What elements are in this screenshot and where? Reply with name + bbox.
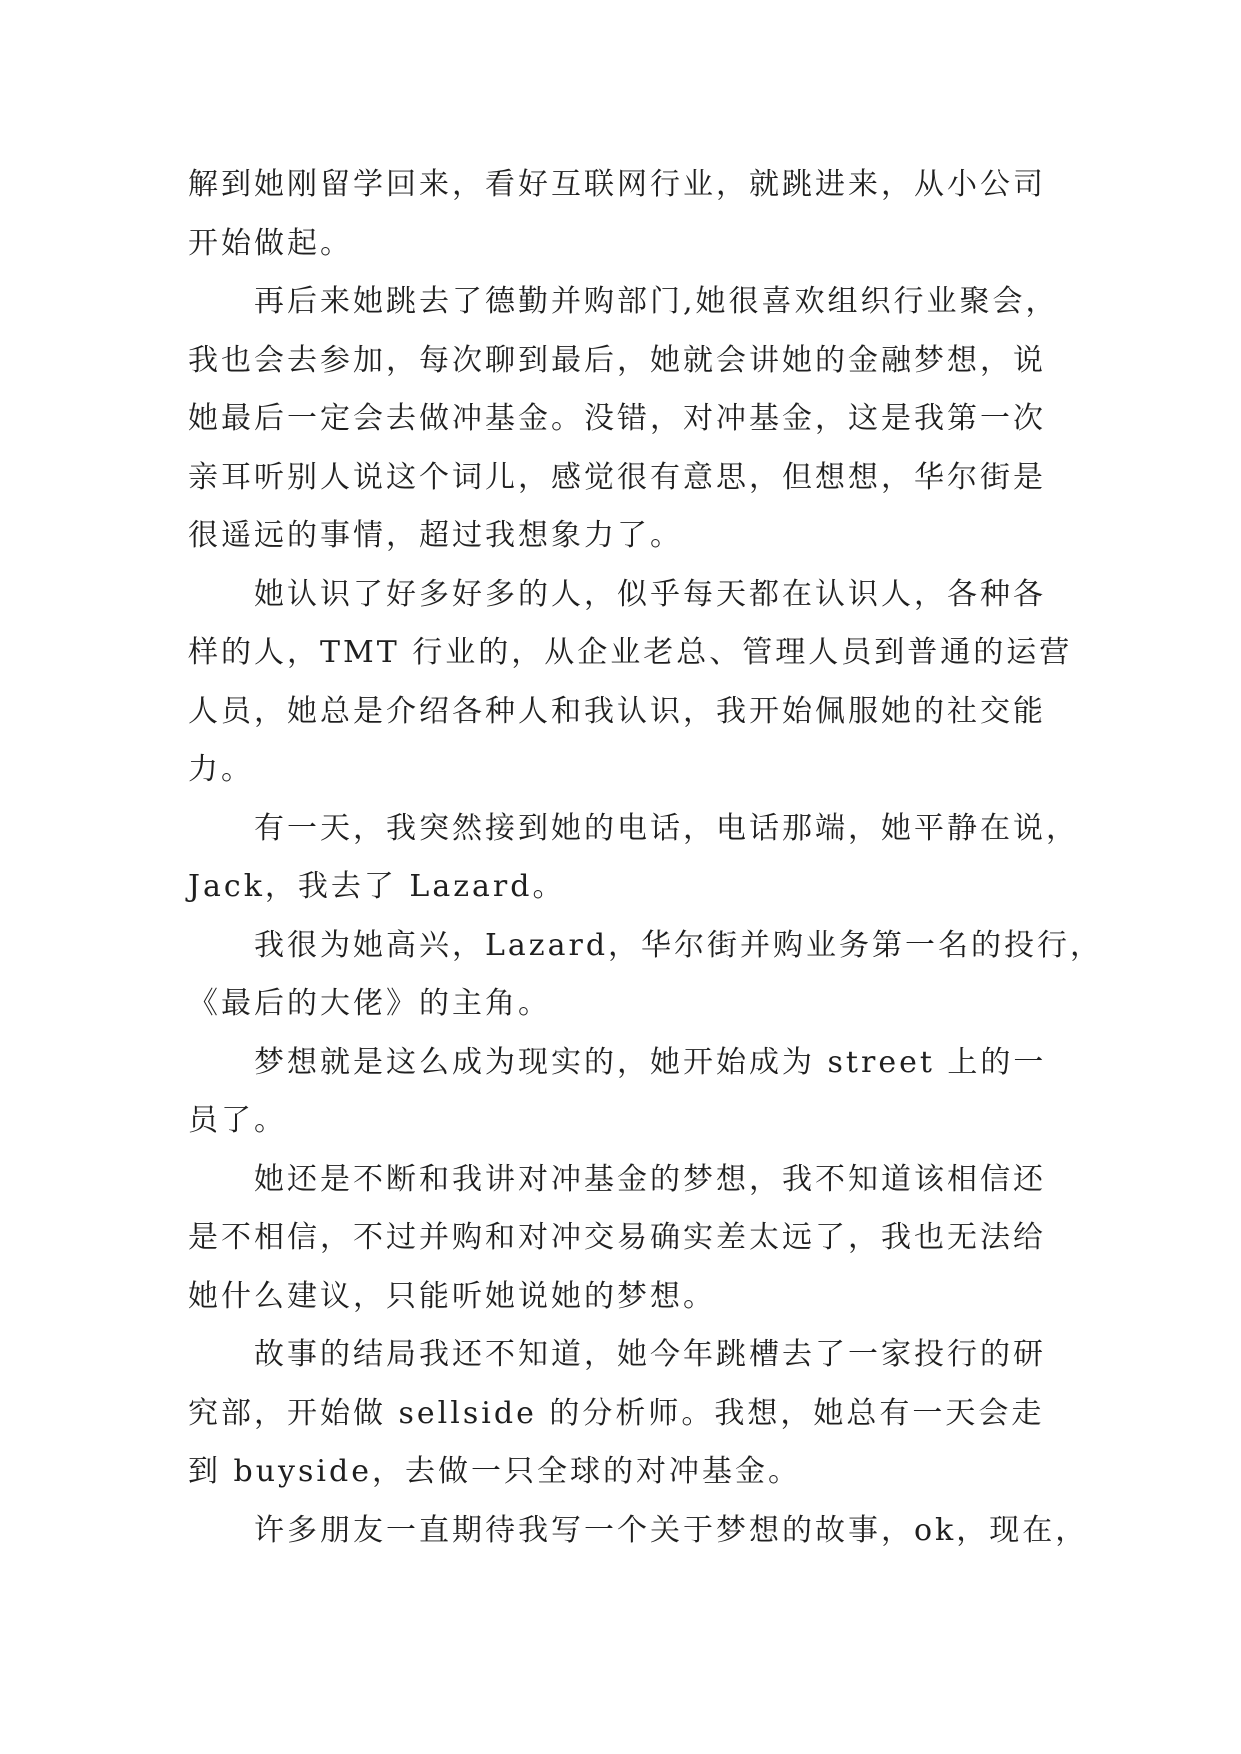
text-line: 是不相信，不过并购和对冲交易确实差太远了，我也无法给 xyxy=(188,1220,1046,1255)
text-line: 员了。 xyxy=(188,1103,287,1138)
text-line: 我也会去参加，每次聊到最后，她就会讲她的金融梦想，说 xyxy=(188,342,1046,378)
text-line: 她什么建议，只能听她说她的梦想。 xyxy=(188,1278,716,1314)
text-line: Jack，我去了 Lazard。 xyxy=(188,869,566,904)
text-line: 她最后一定会去做冲基金。没错，对冲基金，这是我第一次 xyxy=(188,401,1046,436)
text-line: 开始做起。 xyxy=(188,225,353,261)
body-text xyxy=(188,156,1104,1560)
text-line: 力。 xyxy=(188,752,254,787)
paragraph-start-line: 再后来她跳去了德勤并购部门,她很喜欢组织行业聚会， xyxy=(254,284,1059,319)
text-line: 人员，她总是介绍各种人和我认识，我开始佩服她的社交能 xyxy=(188,693,1046,729)
paragraph-start-line: 梦想就是这么成为现实的，她开始成为 street 上的一 xyxy=(254,1044,1047,1080)
paragraph-start-line: 她还是不断和我讲对冲基金的梦想，我不知道该相信还 xyxy=(254,1161,1046,1197)
paragraph-start-line: 许多朋友一直期待我写一个关于梦想的故事，ok，现在， xyxy=(254,1512,1089,1548)
text-line: 《最后的大佬》的主角。 xyxy=(188,986,551,1021)
paragraph-start-line: 有一天，我突然接到她的电话，电话那端，她平静在说， xyxy=(254,810,1079,846)
paragraph-start-line: 我很为她高兴，Lazard，华尔街并购业务第一名的投行， xyxy=(254,927,1104,963)
text-line: 到 buyside，去做一只全球的对冲基金。 xyxy=(188,1454,801,1489)
text-line: 亲耳听别人说这个词儿，感觉很有意思，但想想，华尔街是 xyxy=(188,459,1046,495)
text-line: 解到她刚留学回来，看好互联网行业，就跳进来，从小公司 xyxy=(188,167,1046,202)
text-line: 究部，开始做 sellside 的分析师。我想，她总有一天会走 xyxy=(188,1395,1045,1431)
paragraph-start-line: 她认识了好多好多的人，似乎每天都在认识人，各种各 xyxy=(254,576,1046,612)
text-line: 很遥远的事情，超过我想象力了。 xyxy=(188,518,683,553)
paragraph-start-line: 故事的结局我还不知道，她今年跳槽去了一家投行的研 xyxy=(254,1337,1046,1372)
text-line: 样的人，TMT 行业的，从企业老总、管理人员到普通的运营 xyxy=(188,635,1073,670)
